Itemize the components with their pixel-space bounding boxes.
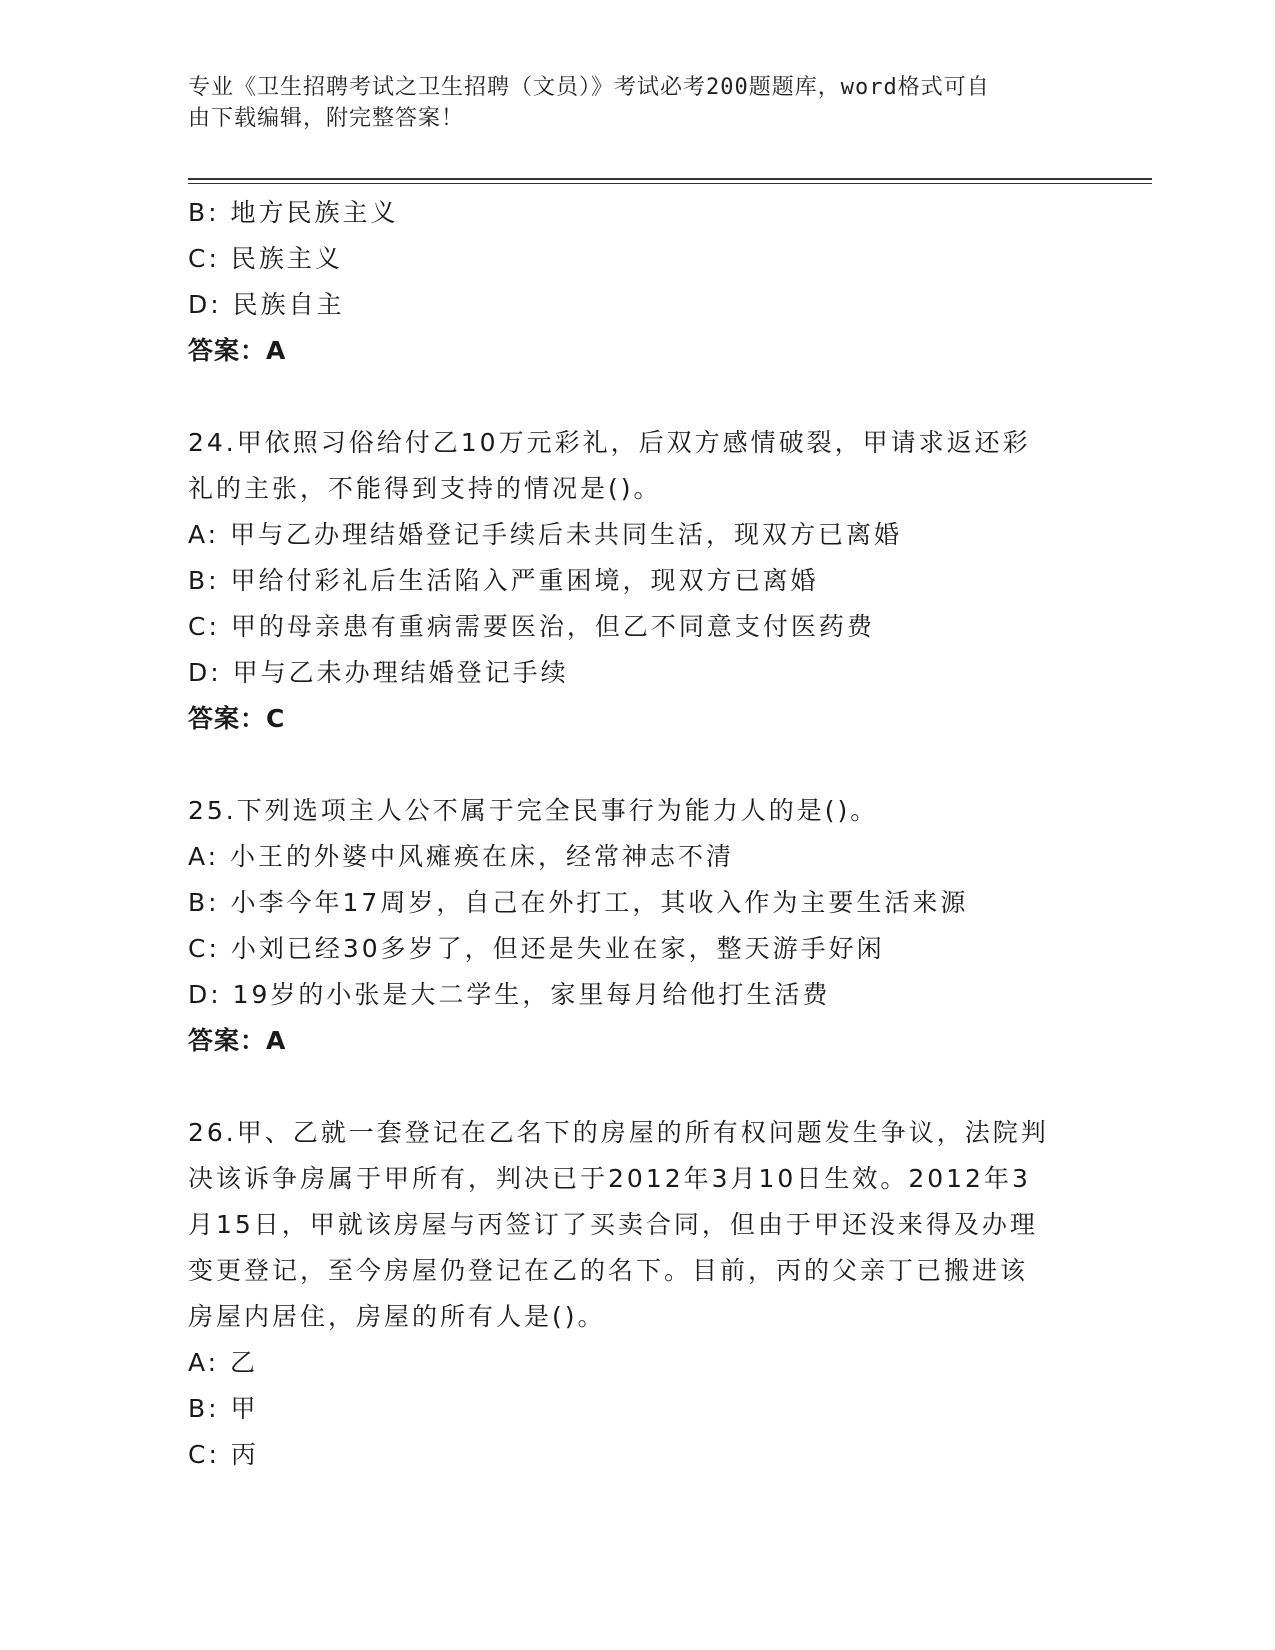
question-stem: 25.下列选项主人公不属于完全民事行为能力人的是()。	[188, 796, 879, 825]
question-24	[188, 420, 1088, 742]
option-d: D: 民族自主	[188, 290, 345, 319]
question-stem: 决该诉争房属于甲所有，判决已于2012年3月10日生效。2012年3	[188, 1164, 1031, 1193]
option-a: A: 乙	[188, 1348, 259, 1377]
question-content	[188, 190, 1088, 1478]
question-stem: 变更登记，至今房屋仍登记在乙的名下。目前，丙的父亲丁已搬进该	[188, 1256, 1029, 1285]
option-d: D: 19岁的小张是大二学生，家里每月给他打生活费	[188, 980, 831, 1009]
question-stem: 礼的主张，不能得到支持的情况是()。	[188, 474, 662, 503]
question-25	[188, 788, 1088, 1064]
header-divider-thin	[188, 183, 1152, 184]
document-header	[188, 72, 1068, 134]
option-c: C: 丙	[188, 1440, 259, 1469]
option-b: B: 甲给付彩礼后生活陷入严重困境，现双方已离婚	[188, 566, 819, 595]
option-a: A: 甲与乙办理结婚登记手续后未共同生活，现双方已离婚	[188, 520, 903, 549]
option-b: B: 小李今年17周岁，自己在外打工，其收入作为主要生活来源	[188, 888, 969, 917]
question-26	[188, 1110, 1088, 1478]
option-b: B: 甲	[188, 1394, 259, 1423]
spacer	[188, 374, 1088, 420]
option-b: B: 地方民族主义	[188, 198, 399, 227]
option-c: C: 民族主义	[188, 244, 343, 273]
answer: 答案：A	[188, 336, 287, 365]
option-c: C: 小刘已经30多岁了，但还是失业在家，整天游手好闲	[188, 934, 885, 963]
option-a: A: 小王的外婆中风瘫痪在床，经常神志不清	[188, 842, 735, 871]
header-line-2: 由下载编辑，附完整答案！	[188, 106, 465, 131]
question-stem: 24.甲依照习俗给付乙10万元彩礼，后双方感情破裂，甲请求返还彩	[188, 428, 1031, 457]
question-stem: 房屋内居住，房屋的所有人是()。	[188, 1302, 606, 1331]
spacer	[188, 1064, 1088, 1110]
question-stem: 月15日，甲就该房屋与丙签订了买卖合同，但由于甲还没来得及办理	[188, 1210, 1038, 1239]
option-c: C: 甲的母亲患有重病需要医治，但乙不同意支付医药费	[188, 612, 875, 641]
option-d: D: 甲与乙未办理结婚登记手续	[188, 658, 569, 687]
header-divider-thick	[188, 178, 1152, 180]
question-23-tail	[188, 190, 1088, 374]
spacer	[188, 742, 1088, 788]
header-line-1: 专业《卫生招聘考试之卫生招聘（文员）》考试必考200题题库，word格式可自	[188, 75, 990, 100]
answer: 答案：C	[188, 704, 286, 733]
question-stem: 26.甲、乙就一套登记在乙名下的房屋的所有权问题发生争议，法院判	[188, 1118, 1049, 1147]
answer: 答案：A	[188, 1026, 287, 1055]
